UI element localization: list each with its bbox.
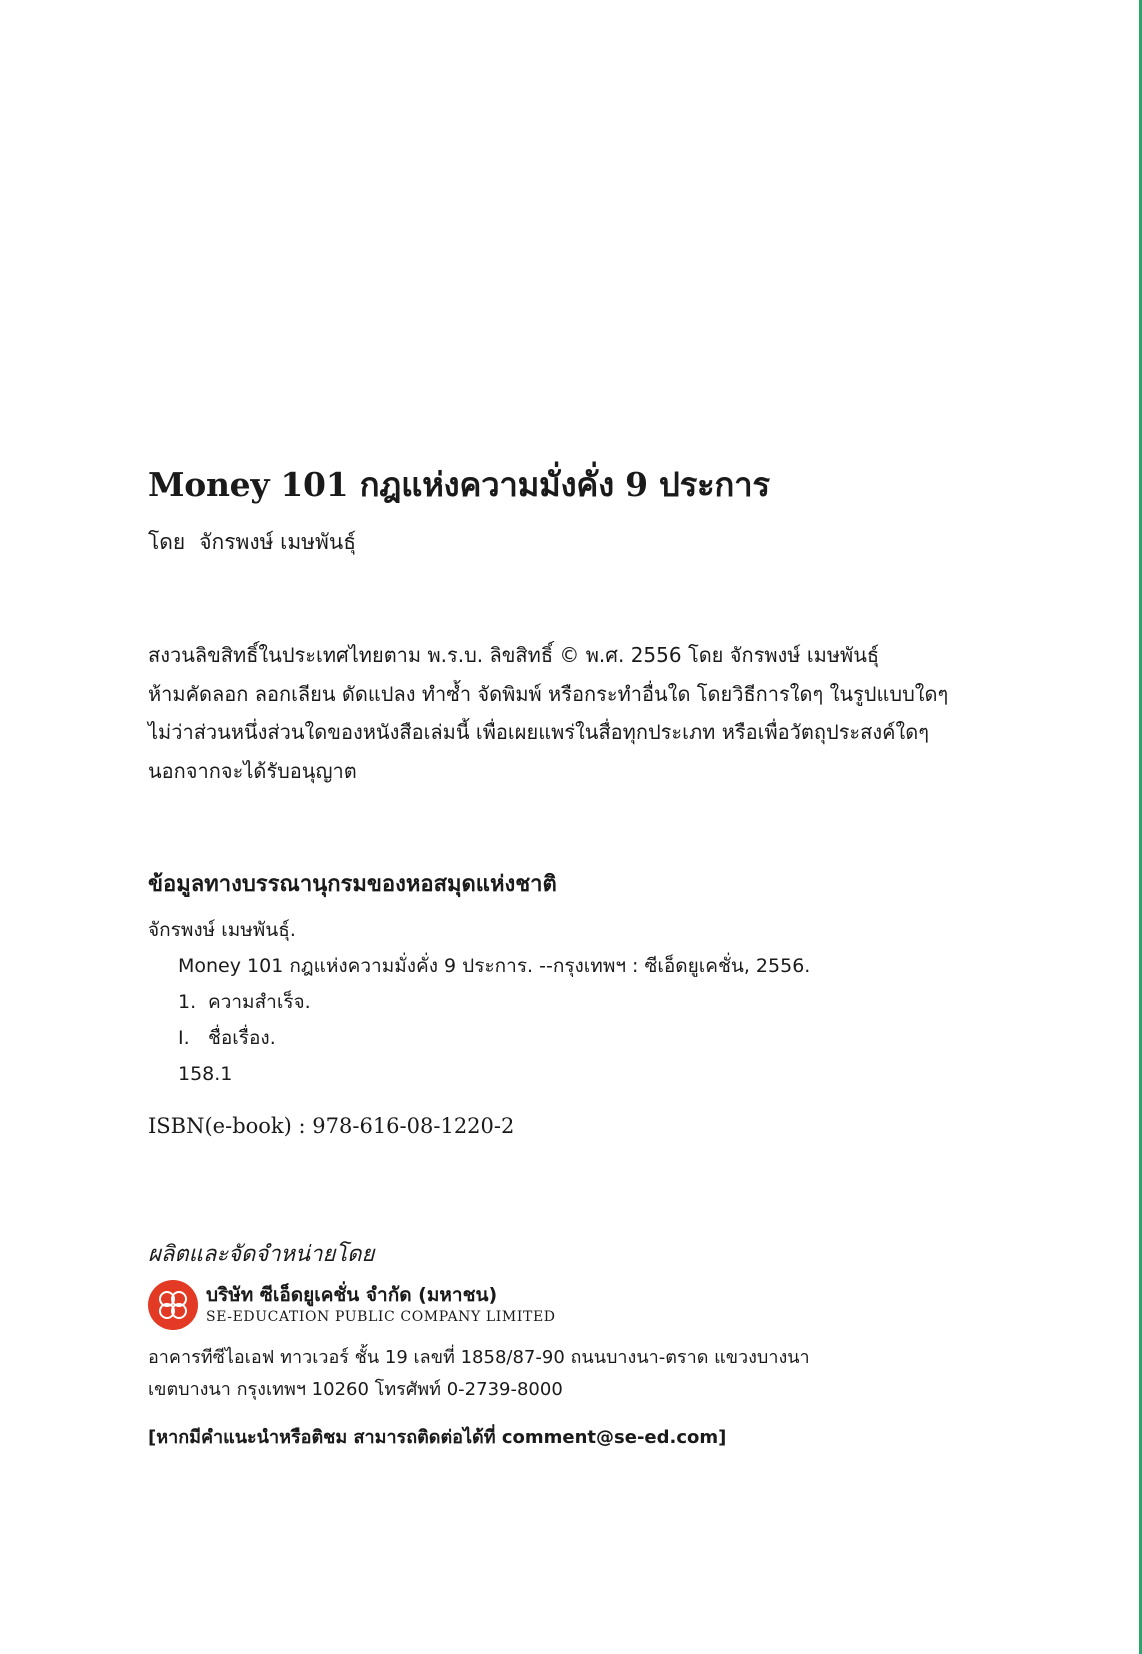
cip-title-number: I. <box>178 1027 190 1049</box>
publisher-name-thai: บริษัท ซีเอ็ดยูเคชั่น จำกัด (มหาชน) <box>206 1284 498 1306</box>
contact-note: [หากมีคำแนะนำหรือติชม สามารถติดต่อได้ที่ comment@se-ed.com] <box>148 1427 727 1448</box>
address-line: เขตบางนา กรุงเทพฯ 10260 โทรศัพท์ 0-2739-8000 <box>148 1379 563 1400</box>
author-prefix: โดย <box>148 530 186 554</box>
copyright-line: นอกจากจะได้รับอนุญาต <box>148 758 357 783</box>
cip-heading: ข้อมูลทางบรรณานุกรมของหอสมุดแห่งชาติ <box>148 872 557 897</box>
cip-classification: 158.1 <box>178 1063 233 1085</box>
produced-by-label: ผลิตและจัดจำหน่ายโดย <box>148 1242 375 1267</box>
author-name: จักรพงษ์ เมษพันธุ์ <box>199 530 357 554</box>
publisher-name-english: SE-EDUCATION PUBLIC COMPANY LIMITED <box>206 1309 556 1325</box>
cip-author-entry: จักรพงษ์ เมษพันธุ์. <box>148 919 296 941</box>
se-ed-logo-icon <box>148 1280 198 1330</box>
address-line: อาคารทีซีไอเอฟ ทาวเวอร์ ชั้น 19 เลขที่ 1858/87-90 ถนนบางนา-ตราด แขวงบางนา <box>148 1347 810 1368</box>
isbn: ISBN(e-book) : 978-616-08-1220-2 <box>148 1114 515 1138</box>
cip-subject-row <box>148 984 810 1020</box>
copyright-notice <box>148 636 1008 790</box>
cip-title-added: ชื่อเรื่อง. <box>208 1027 276 1049</box>
copyright-line: ห้ามคัดลอก ลอกเลียน ดัดแปลง ทำซ้ำ จัดพิมพ์ หรือกระทำอื่นใด โดยวิธีการใดๆ ในรูปแบบใดๆ <box>148 681 949 706</box>
cip-title-row <box>148 1020 810 1056</box>
cip-title-entry: Money 101 กฎแห่งความมั่งคั่ง 9 ประการ. --กรุงเทพฯ : ซีเอ็ดยูเคชั่น, 2556. <box>178 955 811 977</box>
copyright-line: สงวนลิขสิทธิ์ในประเทศไทยตาม พ.ร.บ. ลิขสิทธิ์ © พ.ศ. 2556 โดย จักรพงษ์ เมษพันธุ์ <box>148 643 880 667</box>
publisher-address <box>148 1342 810 1406</box>
book-title: Money 101 กฎแห่งความมั่งคั่ง 9 ประการ <box>148 465 770 504</box>
cip-subject-number: 1. <box>178 991 197 1013</box>
author-line <box>148 526 356 559</box>
cip-subject: ความสำเร็จ. <box>208 991 311 1013</box>
copyright-line: ไม่ว่าส่วนหนึ่งส่วนใดของหนังสือเล่มนี้ เพื่อเผยแพร่ในสื่อทุกประเภท หรือเพื่อวัตถุประสงค์ใดๆ <box>148 720 930 744</box>
cip-record <box>148 912 810 1092</box>
